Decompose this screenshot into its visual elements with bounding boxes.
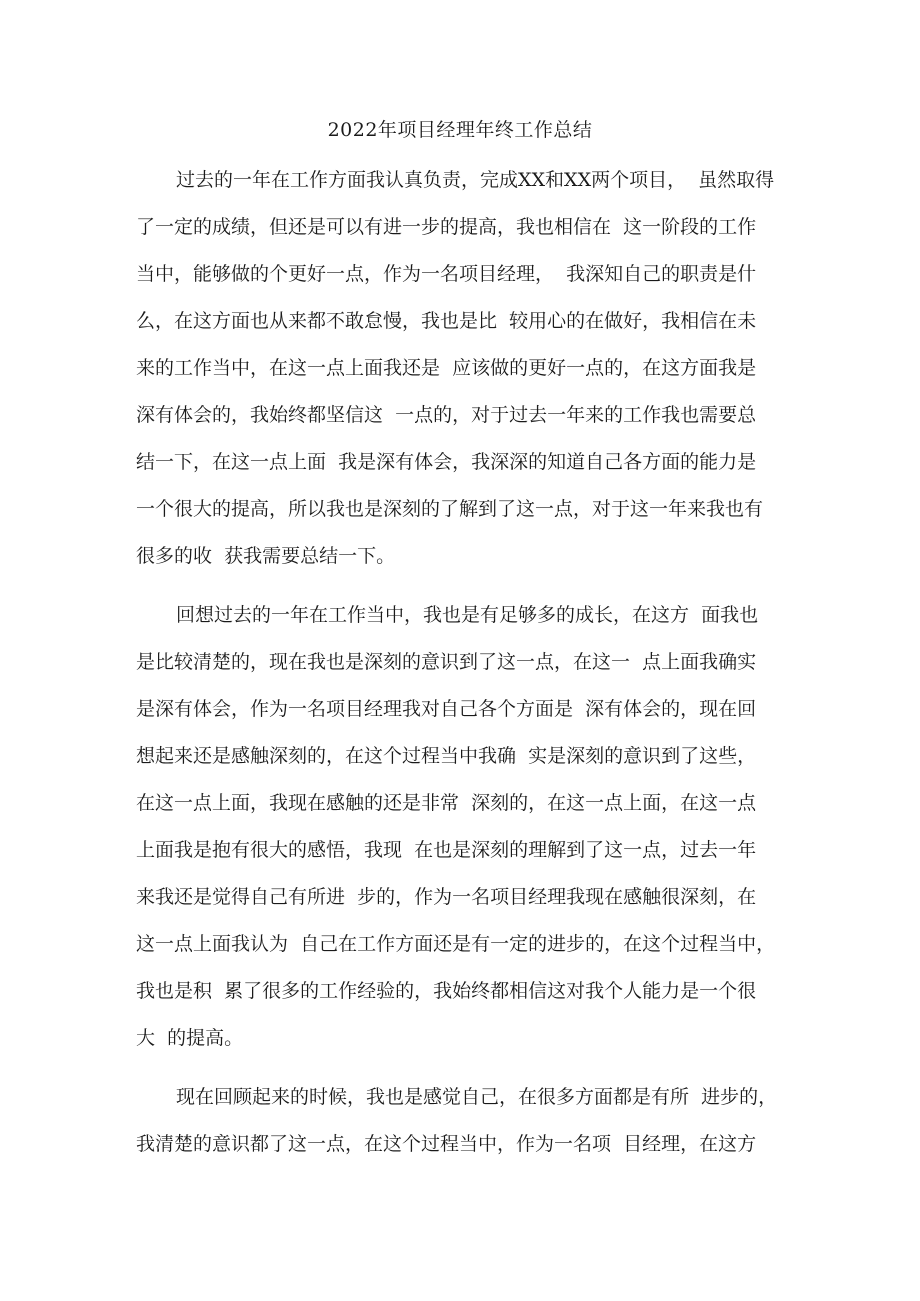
text-line: 是比较清楚的，现在我也是深刻的意识到了这一点，在这一 点上面我确实 [136, 651, 757, 673]
text-line: 上面我是抱有很大的感悟，我现 在也是深刻的理解到了这一点，过去一年 [136, 839, 757, 861]
text-line: 过去的一年在工作方面我认真负责，完成XX和XX两个项目， 虽然取得 [176, 169, 775, 191]
document-title: 2022年项目经理年终工作总结 [327, 119, 593, 141]
text-line: 来的工作当中，在这一点上面我还是 应该做的更好一点的，在这方面我是 [136, 357, 757, 379]
paragraph-gap [136, 1073, 800, 1085]
text-line: 回想过去的一年在工作当中，我也是有足够多的成长，在这方 面我也 [176, 604, 759, 626]
text-line: 我也是积 累了很多的工作经验的，我始终都相信这对我个人能力是一个很 [136, 980, 757, 1002]
paragraph-1 [136, 168, 800, 591]
text-line: 来我还是觉得自己有所进 步的，作为一名项目经理我现在感触很深刻，在 [136, 886, 757, 908]
text-line: 是深有体会，作为一名项目经理我对自己各个方面是 深有体会的，现在回 [136, 698, 757, 720]
text-line: 结一下，在这一点上面 我是深有体会，我深深的知道自己各方面的能力是 [136, 451, 757, 473]
text-line: 了一定的成绩，但还是可以有进一步的提高，我也相信在 这一阶段的工作 [136, 216, 757, 238]
text-line: 这一点上面我认为 自己在工作方面还是有一定的进步的，在这个过程当中， [136, 933, 776, 955]
text-line: 很多的收 获我需要总结一下。 [136, 545, 396, 567]
text-line: 在这一点上面，我现在感触的还是非常 深刻的，在这一点上面，在这一点 [136, 792, 757, 814]
document-body [136, 168, 800, 1179]
text-line: 大 的提高。 [136, 1027, 244, 1049]
text-line: 深有体会的，我始终都坚信这 一点的，对于过去一年来的工作我也需要总 [136, 404, 757, 426]
paragraph-3 [136, 1085, 800, 1179]
text-line: 想起来还是感触深刻的，在这个过程当中我确 实是深刻的意识到了这些， [136, 745, 757, 767]
text-line: 现在回顾起来的时候，我也是感觉自己，在很多方面都是有所 进步的， [176, 1086, 778, 1108]
text-line: 我清楚的意识都了这一点，在这个过程当中，作为一名项 目经理，在这方 [136, 1133, 757, 1155]
paragraph-gap [136, 591, 800, 603]
text-line: 一个很大的提高，所以我也是深刻的了解到了这一点，对于这一年来我也有 [136, 498, 764, 520]
paragraph-2 [136, 603, 800, 1073]
text-line: 么，在这方面也从来都不敢怠慢，我也是比 较用心的在做好，我相信在未 [136, 310, 757, 332]
text-line: 当中，能够做的个更好一点，作为一名项目经理， 我深知自己的职责是什 [136, 263, 757, 285]
